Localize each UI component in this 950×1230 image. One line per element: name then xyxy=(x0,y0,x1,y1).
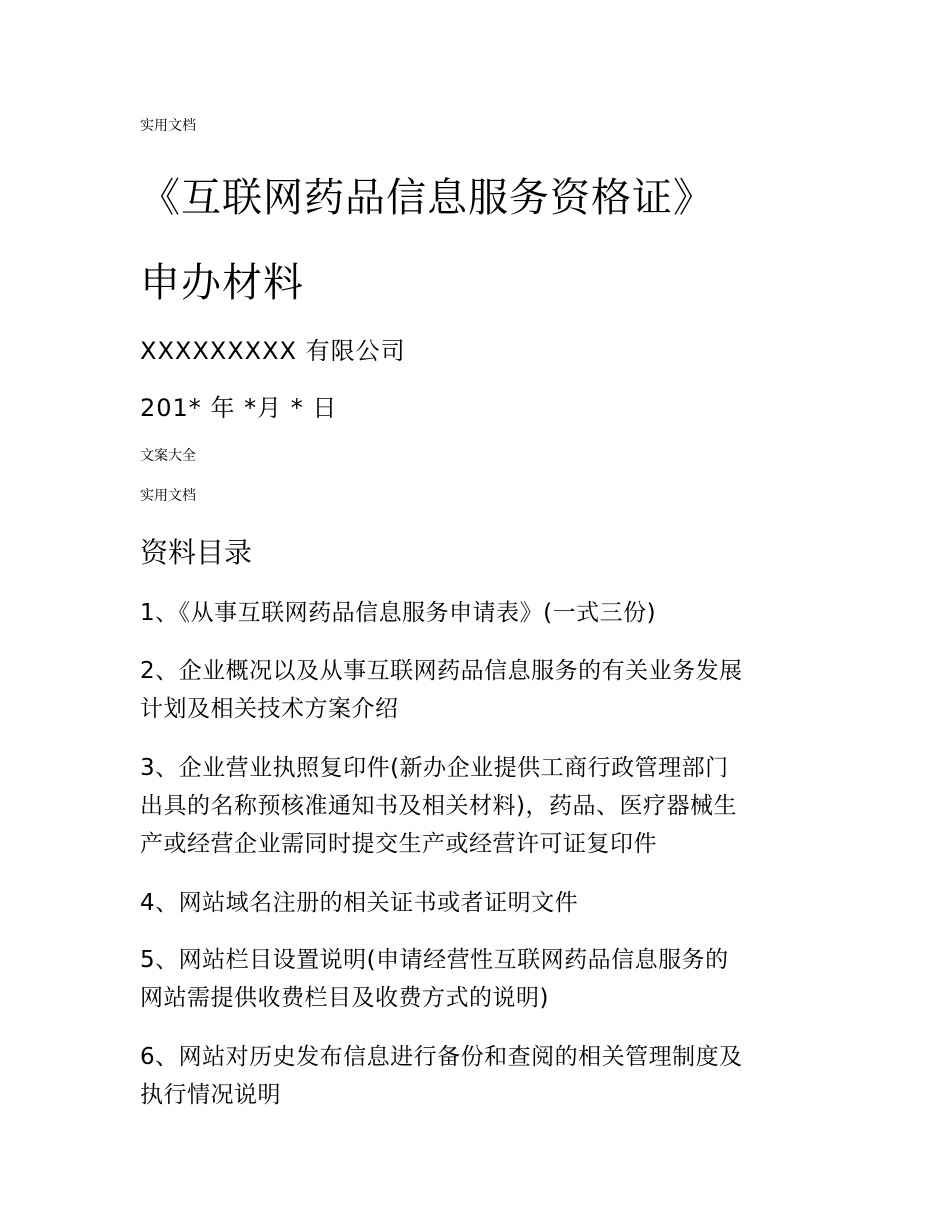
toc-item-5 xyxy=(140,941,729,1017)
toc-item-line: 执行情况说明 xyxy=(140,1082,281,1108)
toc-item-line: 5、网站栏目设置说明(申请经营性互联网药品信息服务的 xyxy=(140,947,729,973)
document-title-line-2: 申办材料 xyxy=(140,260,304,306)
footer-label: 文案大全 xyxy=(140,448,196,464)
toc-item-3 xyxy=(140,749,737,863)
toc-item-line: 6、网站对历史发布信息进行备份和查阅的相关管理制度及 xyxy=(140,1044,743,1070)
toc-item-line: 计划及相关技术方案介绍 xyxy=(140,696,399,722)
header-label: 实用文档 xyxy=(140,118,196,134)
toc-item-1 xyxy=(140,594,656,632)
document-title-line-1: 《互联网药品信息服务资格证》 xyxy=(140,175,714,221)
company-name: XXXXXXXXX 有限公司 xyxy=(140,337,406,365)
toc-item-line: 出具的名称预核准通知书及相关材料)，药品、医疗器械生 xyxy=(140,793,737,819)
document-page xyxy=(140,0,820,1230)
document-date: 201* 年 *月 * 日 xyxy=(140,394,338,422)
toc-item-line: 4、网站域名注册的相关证书或者证明文件 xyxy=(140,890,579,916)
toc-item-2 xyxy=(140,652,743,728)
toc-heading: 资料目录 xyxy=(140,536,253,569)
toc-item-line: 网站需提供收费栏目及收费方式的说明) xyxy=(140,985,549,1011)
toc-item-line: 2、企业概况以及从事互联网药品信息服务的有关业务发展 xyxy=(140,658,743,684)
toc-item-4 xyxy=(140,884,578,922)
toc-item-line: 产或经营企业需同时提交生产或经营许可证复印件 xyxy=(140,831,657,857)
toc-item-line: 3、企业营业执照复印件(新办企业提供工商行政管理部门 xyxy=(140,755,729,781)
toc-item-line: 1、《从事互联网药品信息服务申请表》(一式三份) xyxy=(140,600,657,626)
toc-item-6 xyxy=(140,1038,743,1114)
header-label: 实用文档 xyxy=(140,488,196,504)
